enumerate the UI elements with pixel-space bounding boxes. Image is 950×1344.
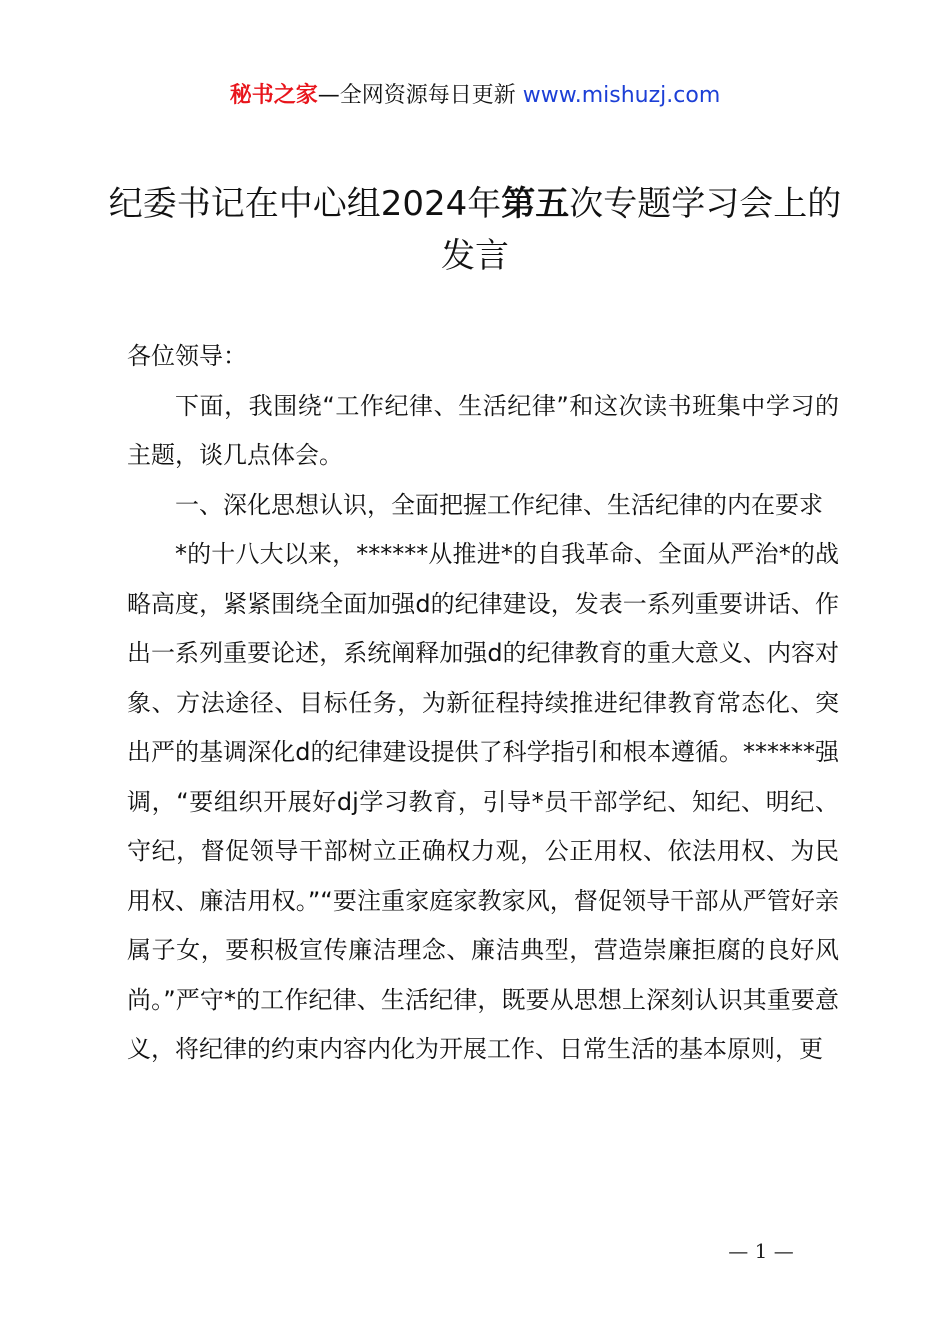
title-bold-part: 第五 bbox=[501, 184, 570, 224]
site-brand: 秘书之家 bbox=[229, 83, 318, 108]
body-paragraph: *的十八大以来，******从推进*的自我革命、全面从严治*的战略高度，紧紧围绕全面加强d的纪律建设，发表一系列重要讲话、作出一系列重要论述，系统阐释加强d的纪律教育的重大意义、内容对象、方法途径、目标任务，为新征程持续推进纪律教育常态化、突出严的基调深化d的纪律建设提供了科学指引和根本遵循。******强调，“要组织开展好dj学习教育，引导*员干部学纪、知纪、明纪、守纪，督促领导干部树立正确权力观，公正用权、依法用权、为民用权、廉洁用权。”“要注重家庭家教家风，督促领导干部从严管好亲属子女，要积极宣传廉洁理念、廉洁典型，营造崇廉拒腐的良好风尚。”严守*的工作纪律、生活纪律，既要从思想上深刻认识其重要意义，将纪律的约束内容内化为开展工作、日常生活的基本原则，更 bbox=[127, 540, 839, 1063]
salutation: 各位领导： bbox=[127, 342, 247, 370]
intro-paragraph: 下面，我围绕“工作纪律、生活纪律”和这次读书班集中学习的主题，谈几点体会。 bbox=[127, 391, 839, 469]
document-body bbox=[127, 332, 839, 1075]
site-tagline: —全网资源每日更新 bbox=[317, 83, 523, 108]
title-part-2: 次专题学习会上的发言 bbox=[441, 184, 842, 276]
section-heading: 一、深化思想认识，全面把握工作纪律、生活纪律的内在要求 bbox=[175, 490, 823, 519]
document-title bbox=[100, 178, 850, 282]
page-number: — 1 — bbox=[728, 1239, 794, 1263]
site-header bbox=[0, 80, 950, 112]
title-part-1: 纪委书记在中心组2024年 bbox=[108, 184, 502, 224]
site-url-link[interactable]: www.mishuzj.com bbox=[522, 83, 721, 108]
